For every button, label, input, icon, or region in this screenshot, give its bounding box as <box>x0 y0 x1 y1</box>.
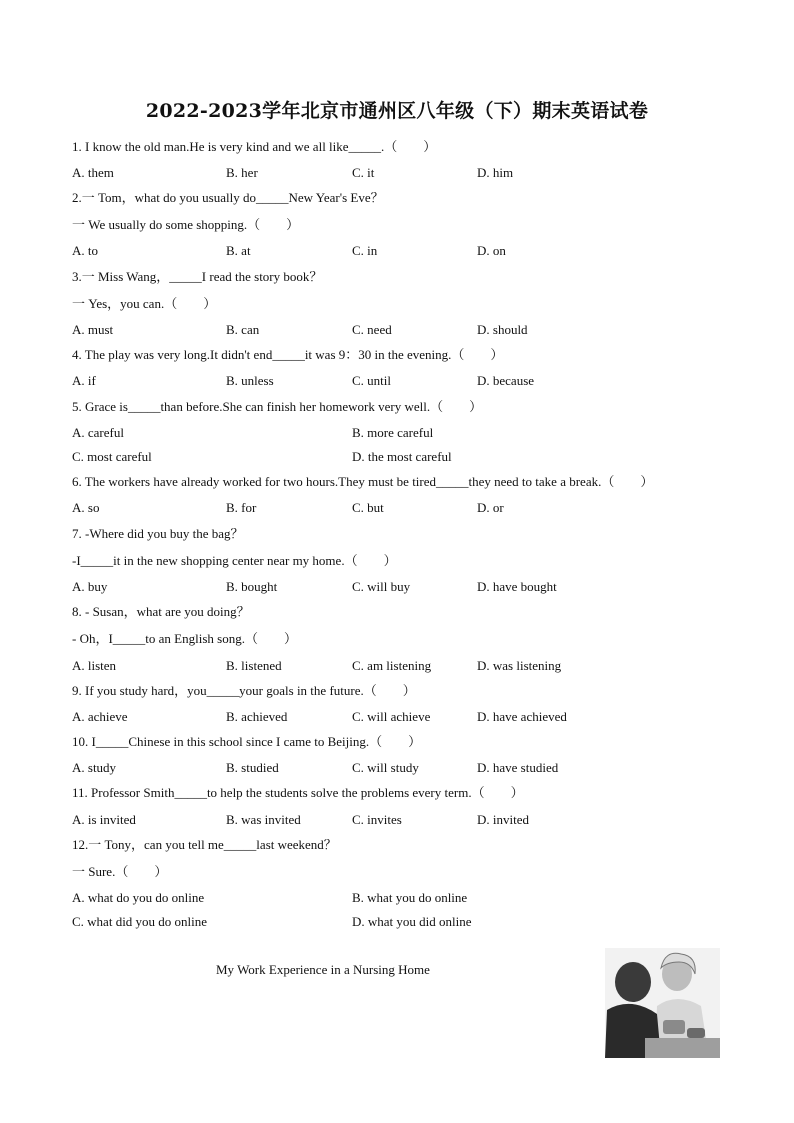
question-7-stem-line-2: -I_____it in the new shopping center near my home.（ ） <box>72 553 397 568</box>
question-12-option-d[interactable]: D. what you did online <box>352 914 472 929</box>
question-7-option-c[interactable]: C. will buy <box>352 579 411 594</box>
question-8-stem-line-2: - Oh，I_____to an English song.（ ） <box>72 631 297 646</box>
question-5-option-d[interactable]: D. the most careful <box>352 449 452 464</box>
question-12-stem: 12.一 Tony，can you tell me_____last weekend？ <box>72 837 337 852</box>
question-12-option-a[interactable]: A. what do you do online <box>72 890 205 905</box>
question-5-option-c[interactable]: C. most careful <box>72 449 152 464</box>
question-4-option-c[interactable]: C. until <box>352 373 392 388</box>
question-3-option-d[interactable]: D. should <box>477 322 528 337</box>
question-10-option-a[interactable]: A. study <box>72 760 117 775</box>
question-6-option-d[interactable]: D. or <box>477 500 504 515</box>
question-6-option-c[interactable]: C. but <box>352 500 384 515</box>
question-11-option-b[interactable]: B. was invited <box>226 812 301 827</box>
question-8-option-a[interactable]: A. listen <box>72 658 117 673</box>
question-9-option-a[interactable]: A. achieve <box>72 709 128 724</box>
question-5-option-b[interactable]: B. more careful <box>352 425 434 440</box>
question-1-option-d[interactable]: D. him <box>477 165 514 180</box>
question-10-option-c[interactable]: C. will study <box>352 760 419 775</box>
question-8-option-b[interactable]: B. listened <box>226 658 282 673</box>
question-2-option-c[interactable]: C. in <box>352 243 378 258</box>
question-6-option-a[interactable]: A. so <box>72 500 100 515</box>
question-3-option-a[interactable]: A. must <box>72 322 114 337</box>
question-12-option-c[interactable]: C. what did you do online <box>72 914 208 929</box>
question-7-option-b[interactable]: B. bought <box>226 579 278 594</box>
question-10-option-d[interactable]: D. have studied <box>477 760 559 775</box>
question-1-stem: 1. I know the old man.He is very kind and we all like_____.（ ） <box>72 139 437 154</box>
question-8-stem: 8. - Susan，what are you doing？ <box>72 604 250 619</box>
nursing-home-photo <box>605 948 720 1058</box>
question-2-stem: 2.一 Tom，what do you usually do_____New Year's Eve？ <box>72 190 384 205</box>
passage-title: My Work Experience in a Nursing Home <box>216 962 430 977</box>
question-10-stem: 10. I_____Chinese in this school since I came to Beijing.（ ） <box>72 734 422 749</box>
nursing-home-illustration <box>605 948 720 1058</box>
question-5-option-a[interactable]: A. careful <box>72 425 124 440</box>
question-3-option-b[interactable]: B. can <box>226 322 260 337</box>
question-6-option-b[interactable]: B. for <box>226 500 257 515</box>
question-1-option-b[interactable]: B. her <box>226 165 258 180</box>
question-8-option-c[interactable]: C. am listening <box>352 658 432 673</box>
question-11-stem: 11. Professor Smith_____to help the students solve the problems every term.（ ） <box>72 785 524 800</box>
question-9-option-b[interactable]: B. achieved <box>226 709 288 724</box>
question-2-stem-line-2: 一 We usually do some shopping.（ ） <box>72 217 300 232</box>
question-10-option-b[interactable]: B. studied <box>226 760 279 775</box>
question-5-stem: 5. Grace is_____than before.She can finish her homework very well.（ ） <box>72 399 483 414</box>
question-3-stem: 3.一 Miss Wang，_____I read the story book？ <box>72 269 323 284</box>
question-4-option-a[interactable]: A. if <box>72 373 96 388</box>
question-7-stem: 7. -Where did you buy the bag？ <box>72 526 244 541</box>
question-7-option-a[interactable]: A. buy <box>72 579 108 594</box>
question-11-option-a[interactable]: A. is invited <box>72 812 136 827</box>
question-3-stem-line-2: 一 Yes，you can.（ ） <box>72 296 217 311</box>
question-7-option-d[interactable]: D. have bought <box>477 579 557 594</box>
question-2-option-b[interactable]: B. at <box>226 243 251 258</box>
question-2-option-a[interactable]: A. to <box>72 243 98 258</box>
question-2-option-d[interactable]: D. on <box>477 243 506 258</box>
question-8-option-d[interactable]: D. was listening <box>477 658 562 673</box>
question-4-stem: 4. The play was very long.It didn't end_____it was 9：30 in the evening.（ ） <box>72 347 504 362</box>
exam-title: 2022-2023学年北京市通州区八年级（下）期末英语试卷 <box>145 100 649 122</box>
question-9-option-c[interactable]: C. will achieve <box>352 709 431 724</box>
question-4-option-d[interactable]: D. because <box>477 373 535 388</box>
question-11-option-c[interactable]: C. invites <box>352 812 402 827</box>
question-11-option-d[interactable]: D. invited <box>477 812 529 827</box>
question-12-stem-line-2: 一 Sure.（ ） <box>72 864 168 879</box>
question-6-stem: 6. The workers have already worked for two hours.They must be tired_____they need to take a break.（ ） <box>72 474 654 489</box>
question-4-option-b[interactable]: B. unless <box>226 373 274 388</box>
question-3-option-c[interactable]: C. need <box>352 322 392 337</box>
question-9-option-d[interactable]: D. have achieved <box>477 709 567 724</box>
question-9-stem: 9. If you study hard，you_____your goals in the future.（ ） <box>72 683 416 698</box>
question-12-option-b[interactable]: B. what you do online <box>352 890 468 905</box>
question-1-option-c[interactable]: C. it <box>352 165 375 180</box>
question-1-option-a[interactable]: A. them <box>72 165 114 180</box>
